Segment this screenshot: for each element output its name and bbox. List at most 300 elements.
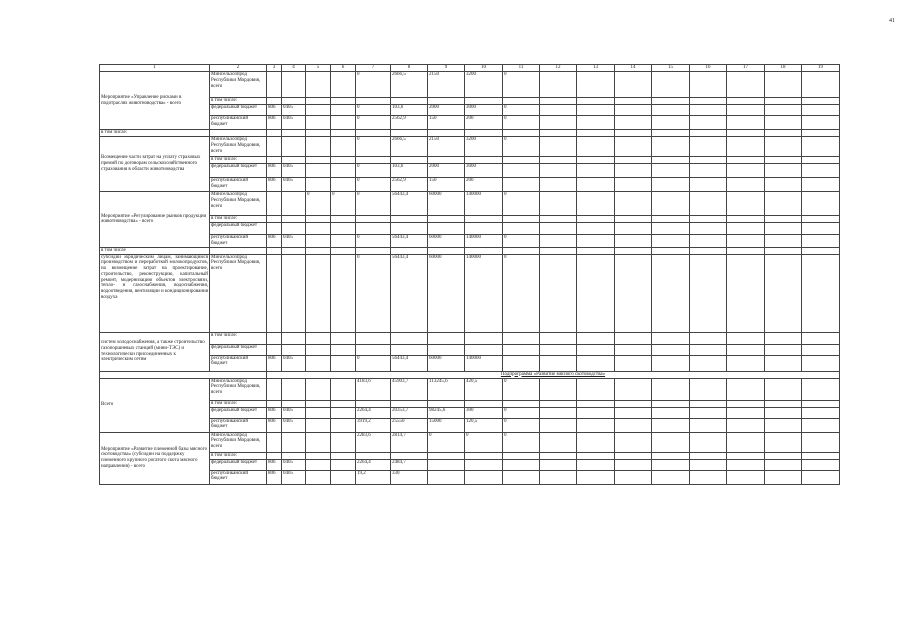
value-cell: 200 [465, 116, 503, 130]
value-cell [727, 459, 765, 470]
value-cell [428, 130, 465, 137]
value-cell: 806 [267, 235, 282, 248]
value-cell: 60000 [428, 254, 465, 332]
value-cell [727, 235, 765, 248]
source-cell: федеральный бюджет [210, 105, 267, 116]
value-cell [356, 98, 391, 105]
value-cell [802, 407, 840, 418]
value-cell [802, 470, 840, 484]
value-cell [577, 72, 615, 98]
value-cell: 0 [503, 254, 540, 332]
value-cell [765, 105, 802, 116]
value-cell [540, 418, 577, 432]
value-cell: 45903,7 [391, 378, 428, 400]
value-cell: 140000 [465, 192, 503, 216]
value-cell [267, 192, 282, 216]
value-cell [267, 378, 282, 400]
value-cell [267, 432, 282, 452]
value-cell: 0405 [282, 235, 306, 248]
source-cell: в том числе: [210, 400, 267, 407]
value-cell [577, 378, 615, 400]
value-cell [577, 223, 615, 235]
value-cell [690, 164, 727, 178]
value-cell [615, 98, 652, 105]
value-cell [802, 157, 840, 164]
value-cell [267, 223, 282, 235]
table-row [100, 355, 840, 371]
value-cell [540, 254, 577, 332]
value-cell [391, 400, 428, 407]
source-cell [210, 247, 267, 254]
value-cell [727, 72, 765, 98]
value-cell [331, 400, 356, 407]
value-cell [690, 355, 727, 371]
value-cell [727, 378, 765, 400]
value-cell: 806 [267, 105, 282, 116]
budget-table [99, 64, 840, 485]
value-cell [802, 400, 840, 407]
value-cell [765, 452, 802, 459]
value-cell [465, 157, 503, 164]
value-cell [727, 332, 765, 344]
value-cell [652, 223, 690, 235]
value-cell [356, 216, 391, 223]
value-cell [391, 130, 428, 137]
table-row [100, 216, 840, 223]
value-cell: 0 [331, 192, 356, 216]
value-cell [615, 192, 652, 216]
source-cell: республиканский бюджет [210, 470, 267, 484]
value-cell: 56443,4 [391, 192, 428, 216]
value-cell [802, 130, 840, 137]
source-cell: республиканский бюджет [210, 355, 267, 371]
value-cell [267, 332, 282, 344]
value-cell [306, 344, 331, 355]
value-cell [331, 178, 356, 192]
value-cell [802, 432, 840, 452]
value-cell: 806 [267, 116, 282, 130]
value-cell [267, 98, 282, 105]
value-cell [765, 178, 802, 192]
value-cell [577, 407, 615, 418]
value-cell [577, 192, 615, 216]
column-header: 1 [100, 65, 210, 72]
value-cell [306, 418, 331, 432]
column-header: 9 [428, 65, 465, 72]
value-cell [267, 157, 282, 164]
value-cell [503, 130, 540, 137]
value-cell [765, 192, 802, 216]
value-cell [428, 452, 465, 459]
value-cell: 56443,4 [391, 254, 428, 332]
value-cell: 0 [356, 355, 391, 371]
value-cell [615, 216, 652, 223]
value-cell [652, 235, 690, 248]
value-cell [540, 137, 577, 157]
value-cell [267, 130, 282, 137]
value-cell: 0 [356, 137, 391, 157]
source-cell: республиканский бюджет [210, 235, 267, 248]
value-cell: 2000 [428, 105, 465, 116]
value-cell [615, 332, 652, 344]
value-cell [306, 216, 331, 223]
value-cell [391, 157, 428, 164]
value-cell [331, 344, 356, 355]
value-cell: 0405 [282, 178, 306, 192]
value-cell [765, 400, 802, 407]
value-cell [615, 344, 652, 355]
value-cell [802, 164, 840, 178]
source-cell: федеральный бюджет [210, 164, 267, 178]
source-cell: федеральный бюджет [210, 407, 267, 418]
value-cell [615, 235, 652, 248]
value-cell [765, 235, 802, 248]
row-label: Мероприятие «Управление рисками в подотраслях животноводства» - всего [100, 72, 210, 130]
value-cell: 3000 [465, 105, 503, 116]
value-cell [428, 459, 465, 470]
value-cell [802, 192, 840, 216]
value-cell [540, 432, 577, 452]
value-cell [615, 254, 652, 332]
value-cell [356, 247, 391, 254]
source-cell: Минсельхозпрод Республики Мордовия, всего [210, 254, 267, 332]
value-cell [331, 452, 356, 459]
value-cell [356, 157, 391, 164]
column-header: 4 [282, 65, 306, 72]
value-cell [615, 116, 652, 130]
value-cell [540, 378, 577, 400]
value-cell [615, 247, 652, 254]
value-cell [765, 355, 802, 371]
table-row [100, 157, 840, 164]
value-cell [391, 332, 428, 344]
value-cell [465, 223, 503, 235]
value-cell [540, 130, 577, 137]
column-header: 19 [802, 65, 840, 72]
value-cell [615, 178, 652, 192]
value-cell [652, 137, 690, 157]
value-cell [690, 418, 727, 432]
value-cell [652, 192, 690, 216]
value-cell [331, 254, 356, 332]
value-cell: 0405 [282, 407, 306, 418]
table-row [100, 178, 840, 192]
value-cell: 60000 [428, 235, 465, 248]
value-cell [765, 72, 802, 98]
value-cell [652, 116, 690, 130]
value-cell [331, 98, 356, 105]
value-cell [331, 418, 356, 432]
value-cell [428, 247, 465, 254]
value-cell: 0 [356, 105, 391, 116]
value-cell [540, 400, 577, 407]
value-cell [540, 192, 577, 216]
value-cell [727, 192, 765, 216]
value-cell [306, 105, 331, 116]
column-header: 6 [331, 65, 356, 72]
value-cell [577, 178, 615, 192]
column-header: 14 [615, 65, 652, 72]
value-cell [331, 157, 356, 164]
row-label: в том числе [100, 247, 210, 254]
value-cell: 0405 [282, 116, 306, 130]
value-cell [690, 332, 727, 344]
value-cell [690, 116, 727, 130]
value-cell [465, 400, 503, 407]
value-cell: 56443,4 [391, 235, 428, 248]
value-cell [802, 344, 840, 355]
value-cell [331, 137, 356, 157]
row-label: в том числе: [100, 130, 210, 137]
value-cell [267, 344, 282, 355]
value-cell [306, 407, 331, 418]
value-cell [690, 137, 727, 157]
value-cell [615, 470, 652, 484]
value-cell [503, 470, 540, 484]
value-cell [577, 164, 615, 178]
column-header: 17 [727, 65, 765, 72]
value-cell [282, 400, 306, 407]
source-cell: в том числе: [210, 216, 267, 223]
value-cell [652, 400, 690, 407]
column-header: 16 [690, 65, 727, 72]
value-cell [331, 72, 356, 98]
value-cell: 4183,6 [356, 378, 391, 400]
value-cell [503, 400, 540, 407]
value-cell: 2814,7 [391, 432, 428, 452]
row-label: Возмещение части затрат на уплату страховых премий по договорам сельскохозяйственного страхования в области животноводства [100, 137, 210, 192]
value-cell [652, 254, 690, 332]
value-cell [802, 216, 840, 223]
value-cell: 60000 [428, 192, 465, 216]
value-cell [306, 178, 331, 192]
value-cell: 2283,6 [356, 432, 391, 452]
value-cell [727, 137, 765, 157]
value-cell [652, 164, 690, 178]
value-cell [282, 137, 306, 157]
value-cell: 200 [465, 178, 503, 192]
value-cell: 140000 [465, 355, 503, 371]
value-cell [765, 459, 802, 470]
value-cell: 0405 [282, 164, 306, 178]
value-cell [428, 332, 465, 344]
column-header: 13 [577, 65, 615, 72]
value-cell [690, 344, 727, 355]
value-cell [267, 137, 282, 157]
value-cell: 806 [267, 407, 282, 418]
value-cell [306, 98, 331, 105]
value-cell [282, 216, 306, 223]
value-cell [331, 130, 356, 137]
value-cell [306, 72, 331, 98]
value-cell [331, 116, 356, 130]
value-cell: 60000 [428, 355, 465, 371]
value-cell [306, 164, 331, 178]
value-cell [652, 130, 690, 137]
value-cell [267, 216, 282, 223]
value-cell [356, 130, 391, 137]
value-cell [615, 400, 652, 407]
table-row [100, 407, 840, 418]
value-cell: 0 [306, 192, 331, 216]
value-cell: 25550 [391, 418, 428, 432]
value-cell [391, 344, 428, 355]
value-cell [465, 459, 503, 470]
value-cell [428, 223, 465, 235]
value-cell [577, 116, 615, 130]
value-cell [391, 223, 428, 235]
table-row [100, 130, 840, 137]
value-cell [652, 407, 690, 418]
value-cell [727, 178, 765, 192]
source-cell: Минсельхозпрод Республики Мордовия, всего [210, 378, 267, 400]
value-cell: 2150 [428, 72, 465, 98]
value-cell [331, 407, 356, 418]
value-cell: 98245,6 [428, 407, 465, 418]
value-cell [727, 164, 765, 178]
value-cell [577, 137, 615, 157]
value-cell [282, 192, 306, 216]
value-cell [652, 72, 690, 98]
table-row [100, 371, 840, 378]
table-row [100, 98, 840, 105]
source-cell: Минсельхозпрод Республики Мордовия, всего [210, 192, 267, 216]
column-header: 7 [356, 65, 391, 72]
value-cell [690, 459, 727, 470]
value-cell: 0 [428, 432, 465, 452]
value-cell [652, 105, 690, 116]
value-cell [615, 432, 652, 452]
column-header: 18 [765, 65, 802, 72]
value-cell [802, 137, 840, 157]
value-cell [727, 116, 765, 130]
value-cell [540, 164, 577, 178]
value-cell [391, 216, 428, 223]
value-cell [802, 247, 840, 254]
value-cell [577, 400, 615, 407]
section-title: Подпрограмма «Развитие мясного скотоводства» [267, 371, 840, 378]
value-cell [465, 452, 503, 459]
value-cell [727, 452, 765, 459]
table-cell [100, 371, 267, 378]
value-cell [282, 157, 306, 164]
value-cell [690, 407, 727, 418]
value-cell [331, 105, 356, 116]
column-header: 15 [652, 65, 690, 72]
value-cell [652, 344, 690, 355]
value-cell [727, 432, 765, 452]
value-cell [306, 459, 331, 470]
value-cell [765, 116, 802, 130]
value-cell: 806 [267, 418, 282, 432]
value-cell [690, 223, 727, 235]
table-body [100, 65, 840, 485]
value-cell [331, 459, 356, 470]
value-cell [802, 452, 840, 459]
value-cell: 0 [503, 105, 540, 116]
value-cell [577, 216, 615, 223]
table-row [100, 192, 840, 216]
value-cell [802, 254, 840, 332]
value-cell [652, 378, 690, 400]
value-cell: 2484,7 [391, 459, 428, 470]
value-cell: 0 [503, 137, 540, 157]
value-cell [503, 216, 540, 223]
value-cell [577, 130, 615, 137]
value-cell [282, 130, 306, 137]
value-cell [540, 116, 577, 130]
value-cell [306, 254, 331, 332]
value-cell [690, 192, 727, 216]
value-cell [282, 72, 306, 98]
table-row [100, 452, 840, 459]
value-cell: 0 [356, 235, 391, 248]
source-cell: республиканский бюджет [210, 116, 267, 130]
value-cell [765, 247, 802, 254]
table-row [100, 235, 840, 248]
value-cell [577, 254, 615, 332]
value-cell: 56443,4 [391, 355, 428, 371]
value-cell [577, 459, 615, 470]
value-cell: 2666,5 [391, 72, 428, 98]
value-cell [765, 157, 802, 164]
value-cell [652, 98, 690, 105]
value-cell [428, 98, 465, 105]
value-cell [652, 452, 690, 459]
value-cell [306, 470, 331, 484]
value-cell [727, 130, 765, 137]
value-cell [615, 459, 652, 470]
table-row [100, 418, 840, 432]
value-cell [306, 157, 331, 164]
value-cell: 0 [503, 407, 540, 418]
row-label: Мероприятие «Регулирование рынков продукции животноводства» - всего [100, 192, 210, 248]
column-header: 2 [210, 65, 267, 72]
value-cell [765, 332, 802, 344]
value-cell [465, 247, 503, 254]
table-row [100, 105, 840, 116]
value-cell [577, 98, 615, 105]
value-cell [652, 355, 690, 371]
value-cell: 150 [428, 178, 465, 192]
value-cell [331, 470, 356, 484]
value-cell [802, 105, 840, 116]
value-cell: 0 [356, 164, 391, 178]
value-cell [306, 223, 331, 235]
value-cell [690, 247, 727, 254]
column-header: 10 [465, 65, 503, 72]
value-cell: 806 [267, 178, 282, 192]
source-cell: республиканский бюджет [210, 418, 267, 432]
table-row [100, 378, 840, 400]
value-cell: 330 [391, 470, 428, 484]
table-row [100, 116, 840, 130]
value-cell [503, 459, 540, 470]
source-cell: Минсельхозпрод Республики Мордовия, всего [210, 72, 267, 98]
value-cell [282, 247, 306, 254]
value-cell: 420,5 [465, 378, 503, 400]
value-cell: 120,5 [465, 418, 503, 432]
value-cell [503, 247, 540, 254]
value-cell: 2562,9 [391, 116, 428, 130]
value-cell [615, 452, 652, 459]
value-cell [540, 344, 577, 355]
value-cell [577, 332, 615, 344]
value-cell [282, 254, 306, 332]
value-cell: 2264,4 [356, 459, 391, 470]
value-cell [690, 157, 727, 164]
value-cell [356, 344, 391, 355]
